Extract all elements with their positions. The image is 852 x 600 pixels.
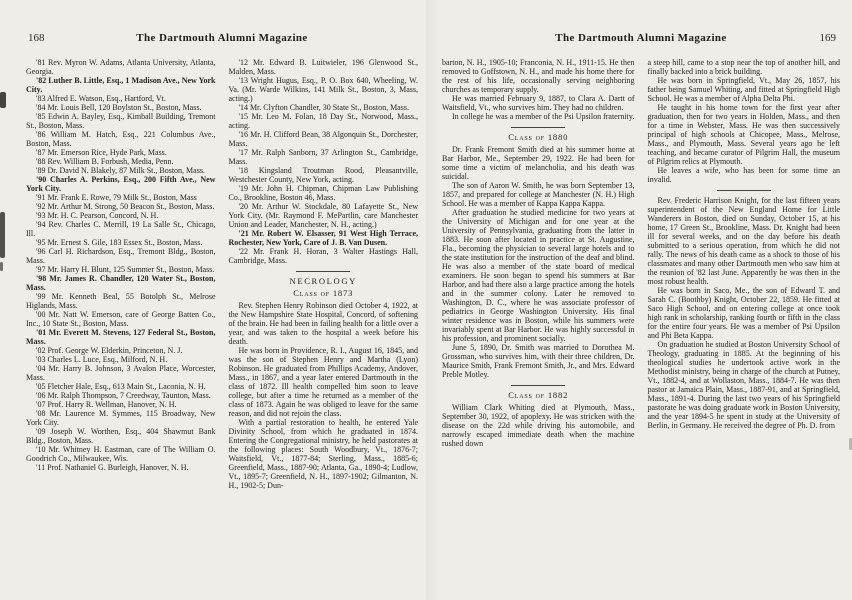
class-heading: Class of 1873	[293, 288, 354, 298]
directory-entry: '00 Mr. Natt W. Emerson, care of George Batten Co., Inc., 10 State St., Boston, Mass.	[26, 310, 216, 328]
directory-entry: '13 Wright Hugus, Esq., P. O. Box 640, Wheeling, W. Va. (Mr. Warde Wilkins, 141 Milk St., Boston, 3, Mass, acting.)	[228, 76, 418, 103]
obituary-paragraph: He leaves a wife, who has been for some time an invalid.	[647, 166, 840, 184]
obituary-paragraph: Rev. Frederic Harrison Knight, for the last fifteen years superintendent of the New England Home for Little Wanderers in Boston, died on Sunday, October 15, at his home, 17 Green St., Brookline, Mass. Dr. Knight had been ill for several weeks, and on the day before his death submitted to a serious operation, from which he did not rally. The news of his death came as a shock to those of his classmates and many other Dartmouth men who saw him at the reunion of '82 last June. Apparently he was then in the most robust health.	[647, 196, 840, 286]
directory-entry: '84 Mr. Louis Bell, 120 Boylston St., Boston, Mass.	[36, 103, 202, 112]
page-number: 169	[819, 32, 836, 44]
page-header	[442, 32, 840, 47]
class-heading: Class of 1882	[508, 390, 569, 400]
text-column-1	[26, 58, 216, 490]
directory-entry: '19 Mr. John H. Chipman, Chipman Law Publishing Co., Brookline, Boston 46, Mass.	[228, 184, 418, 202]
directory-entry: '85 Edwin A. Bayley, Esq., Kimball Building, Tremont St., Boston, Mass.	[26, 112, 216, 130]
text-column-2	[648, 58, 841, 448]
directory-entry: '02 Prof. George W. Elderkin, Princeton, N. J.	[36, 346, 183, 355]
directory-entry: '10 Mr. Whitney H. Eastman, care of The William O. Goodrich Co., Milwaukee, Wis.	[26, 445, 216, 463]
directory-entry: '94 Rev. Charles C. Merrill, 19 La Salle St., Chicago, Ill.	[26, 220, 216, 238]
running-title: The Dartmouth Alumni Magazine	[555, 32, 727, 44]
page-header	[26, 32, 418, 47]
directory-entry: '81 Rev. Myron W. Adams, Atlanta University, Atlanta, Georgia.	[26, 58, 216, 76]
directory-entry: '96 Carl H. Richardson, Esq., Tremont Bldg., Boston, Mass.	[26, 247, 216, 265]
directory-entry: '17 Mr. Ralph Sanborn, 37 Arlington St., Cambridge, Mass.	[228, 148, 418, 166]
obituary-paragraph: In college he was a member of the Psi Upsilon fraternity.	[452, 112, 635, 121]
obituary-paragraph-continued: a steep hill, came to a stop near the top of another hill, and finally backed into a brick building.	[647, 58, 840, 76]
obituary-paragraph: He was born in Providence, R. I., August 16, 1845, and was the son of Stephen Henry and Martha (Lyon) Robinson. He graduated from Phillips Academy, Andover, Mass., in 1867, and a year later entered Dartmouth in the class of 1872. Ill health compelled him soon to leave college, but after a time he returned as a member of the class of 1873. Again he was obliged to leave for the same reason, and did not rejoin the class.	[228, 346, 418, 418]
page-body	[26, 58, 418, 490]
directory-entry: '16 Mr. H. Clifford Bean, 38 Algonquin St., Dorchester, Mass.	[228, 130, 418, 148]
directory-entry: '04 Mr. Harry B. Johnson, 3 Avalon Place, Worcester, Mass.	[26, 364, 216, 382]
directory-entry: '83 Alfred E. Watson, Esq., Hartford, Vt.	[36, 94, 166, 103]
directory-entry: '12 Mr. Edward B. Luitwieler, 196 Glenwood St., Malden, Mass.	[228, 58, 418, 76]
obituary-paragraph: Rev. Stephen Henry Robinson died October 4, 1922, at the New Hampshire State Hospital, Concord, of softening of the brain. He had been in failing health for a little over a year, and was taken to the hospital a week before his death.	[228, 301, 418, 346]
obituary-paragraph: The son of Aaron W. Smith, he was born September 13, 1857, and prepared for college at Manchester (N. H.) High School. He was a member of Kappa Kappa Kappa.	[442, 181, 635, 208]
directory-entry: '11 Prof. Nathaniel G. Burleigh, Hanover, N. H.	[36, 463, 189, 472]
directory-entry: '01 Mr. Everett M. Stevens, 127 Federal St., Boston, Mass.	[26, 328, 216, 346]
directory-entry: '86 William M. Hatch, Esq., 221 Columbus Ave., Boston, Mass.	[26, 130, 216, 148]
obituary-paragraph: After graduation he studied medicine for two years at the University of Michigan and for one year at the University of Pennsylvania, graduating from the latter in 1883. He soon after located in practice at St. Augustine, Fla., becoming the physician to several large hotels and to the state institution for the instruction of the deaf and blind. He was also a member of the state board of medical examiners. He soon began to spend his summers at Bar Harbor, and had there also a large practice among the hotels and in the summer colony. Later he removed to Washington, D. C., where he was associate professor of pediatrics in George Washington University. His final winter residence was in Boston, while his summers were invariably spent at Bar Harbor. He was highly successful in his profession, and prominent socially.	[442, 208, 635, 343]
obituary-paragraph-continued: barton, N. H., 1905-10; Franconia, N. H., 1911-15. He then removed to Goffstown, N. H., and made his home there for the rest of his life, occasionally serving neighboring churches as temporary supply.	[442, 58, 635, 94]
obituary-paragraph: William Clark Whiting died at Plymouth, Mass., September 30, 1922, of apoplexy. He was stricken with the disease on the 22d while driving his automobile, and narrowly escaped immediate death when the machine rushed down	[442, 403, 635, 448]
running-title: The Dartmouth Alumni Magazine	[136, 32, 308, 44]
directory-entry: '99 Mr. Kenneth Beal, 55 Botolph St., Melrose Higlands, Mass.	[26, 292, 216, 310]
directory-entry: '14 Mr. Clyfton Chandler, 30 State St., Boston, Mass.	[238, 103, 409, 112]
directory-entry: '93 Mr. H. C. Pearson, Concord, N. H.	[36, 211, 159, 220]
obituary-paragraph: With a partial restoration to health, he entered Yale Divinity School, from which he graduated in 1874. Entering the Congregational ministry, he held pastorates at the following places: South Woodbury, Vt., 1876-7; Waitsfield, Vt., 1877-84; Sterling, Mass., 1885-6; Greenfield, Mass., 1887-90; Atlanta, Ga., 1890-4; Ludlow, Vt., 1895-7; Greenfield, N. H., 1897-1902; Gilmanton, N. H., 1902-5; Dun-	[228, 418, 418, 490]
directory-entry: '20 Mr. Arthur W. Stockdale, 80 Lafayette St., New York City. (Mr. Raymond F. MePartlin, care Manchester Union and Leader, Manchester, N. H., acting.)	[228, 202, 418, 229]
directory-entry: '22 Mr. Frank H. Horan, 3 Walter Hastings Hall, Cambridge, Mass.	[228, 247, 418, 265]
directory-entry: '91 Mr. Frank E. Rowe, 79 Milk St., Boston, Mass	[36, 193, 197, 202]
obituary-paragraph: He taught in his home town for the first year after graduation, then for two years in Holden, Mass., and then for a time in Webster, Mass. He was then successively principal of high schools at Chicopee, Mass., Melrose, Mass., and Plymouth, Mass. Several years ago he left teaching, and became curator of Pilgrim Hall, the museum of Pilgrim relics at Plymouth.	[647, 103, 840, 166]
directory-entry: '88 Rev. William B. Forbush, Media, Penn.	[36, 157, 174, 166]
obituary-paragraph: On graduation he studied at Boston University School of Theology, graduating in 1885. At the beginning of his theological studies he undertook active work in the Methodist ministry, being in charge of the church at Putney, Vt., 1882-4, and at Wollaston, Mass., 1884-7. He was then pastor at Jamaica Plain, Mass., 1887-91, and at Springfield, Mass., 1891-4. During the last two years of his Springfield pastorate he was doing graduate work in Boston University, and the year 1894-5 he spent in study at the University of Berlin, in Germany. He received the degree of Ph. D. from	[647, 340, 840, 430]
necrology-heading: NECROLOGY	[289, 276, 357, 286]
obituary-paragraph: June 5, 1890, Dr. Smith was married to Dorothea M. Grossman, who survives him, with their three children, Dr. Maurice Smith, Frank Fremont Smith, Jr., and Mrs. Edward Preble Motley.	[442, 343, 635, 379]
directory-entry: '09 Joseph W. Worthen, Esq., 404 Shawmut Bank Bldg., Boston, Mass.	[26, 427, 216, 445]
text-column-2	[229, 58, 419, 490]
section-divider-rule	[511, 127, 565, 128]
directory-entry: '07 Prof. Harry R. Wellman, Hanover, N. H.	[36, 400, 177, 409]
obituary-paragraph: He was born in Springfield, Vt., May 26, 1857, his father being Samuel Whiting, and fitted at Springfield High School. He was a member of Alpha Delta Phi.	[647, 76, 840, 103]
directory-entry: '06 Mr. Ralph Thompson, 7 Creedway, Taunton, Mass.	[36, 391, 211, 400]
directory-entry: '90 Charles A. Perkins, Esq., 200 Fifth Ave., New York City.	[26, 175, 216, 193]
directory-entry: '03 Charles L. Luce, Esq., Milford, N. H.	[36, 355, 168, 364]
directory-entry: '97 Mr. Harry H. Blunt, 125 Summer St., Boston, Mass.	[36, 265, 215, 274]
page-169	[426, 0, 852, 600]
section-divider-rule	[296, 271, 350, 272]
section-divider-rule	[511, 385, 565, 386]
directory-entry: '95 Mr. Ernest S. Gile, 183 Essex St., Boston, Mass.	[36, 238, 203, 247]
directory-entry: '82 Luther B. Little, Esq., 1 Madison Ave., New York City.	[26, 76, 216, 94]
directory-entry: '08 Mr. Laurence M. Symmes, 115 Broadway, New York City.	[26, 409, 216, 427]
page-body	[442, 58, 840, 448]
directory-entry: '87 Mr. Emerson Rice, Hyde Park, Mass.	[36, 148, 167, 157]
directory-entry: '89 Dr. David N. Blakely, 87 Milk St., Boston, Mass.	[36, 166, 205, 175]
page-number: 168	[28, 32, 45, 44]
obituary-paragraph: Dr. Frank Fremont Smith died at his summer home at Bar Harbor, Me., September 29, 1922. He had been for some time a victim of melancholia, and his death was suicidal.	[442, 145, 635, 181]
directory-entry: '15 Mr. Leo M. Folan, 18 Day St., Norwood, Mass., acting.	[228, 112, 418, 130]
section-divider-rule	[717, 190, 771, 191]
text-column-1	[442, 58, 635, 448]
directory-entry: '18 Kingsland Troutman Rood, Pleasantville, Westchester County, New York, acting.	[228, 166, 418, 184]
directory-entry: '98 Mr. James R. Chandler, 120 Water St., Boston, Mass.	[26, 274, 216, 292]
directory-entry: '21 Mr. Robert W. Elsasser, 91 West High Terrace, Rochester, New York, Care of J. B. Van Dusen.	[228, 229, 418, 247]
directory-entry: '05 Fletcher Hale, Esq., 613 Main St., Laconia, N. H.	[36, 382, 206, 391]
obituary-paragraph: He was born in Saco, Me., the son of Edward T. and Sarah C. (Boothby) Knight, October 22, 1859. He fitted at Saco High School, and on entering college at once took high rank in scholarship, ranking fourth or fifth in the class for the entire four years. He was a member of Psi Upsilon and Phi Beta Kappa.	[647, 286, 840, 340]
directory-entry: '92 Mr. Arthur M. Strong, 50 Beacon St., Boston, Mass.	[36, 202, 215, 211]
obituary-paragraph: He was married February 9, 1887, to Clara A. Dartt of Waitsfield, Vt., who survives him. They had no children.	[442, 94, 635, 112]
class-heading: Class of 1880	[508, 132, 569, 142]
